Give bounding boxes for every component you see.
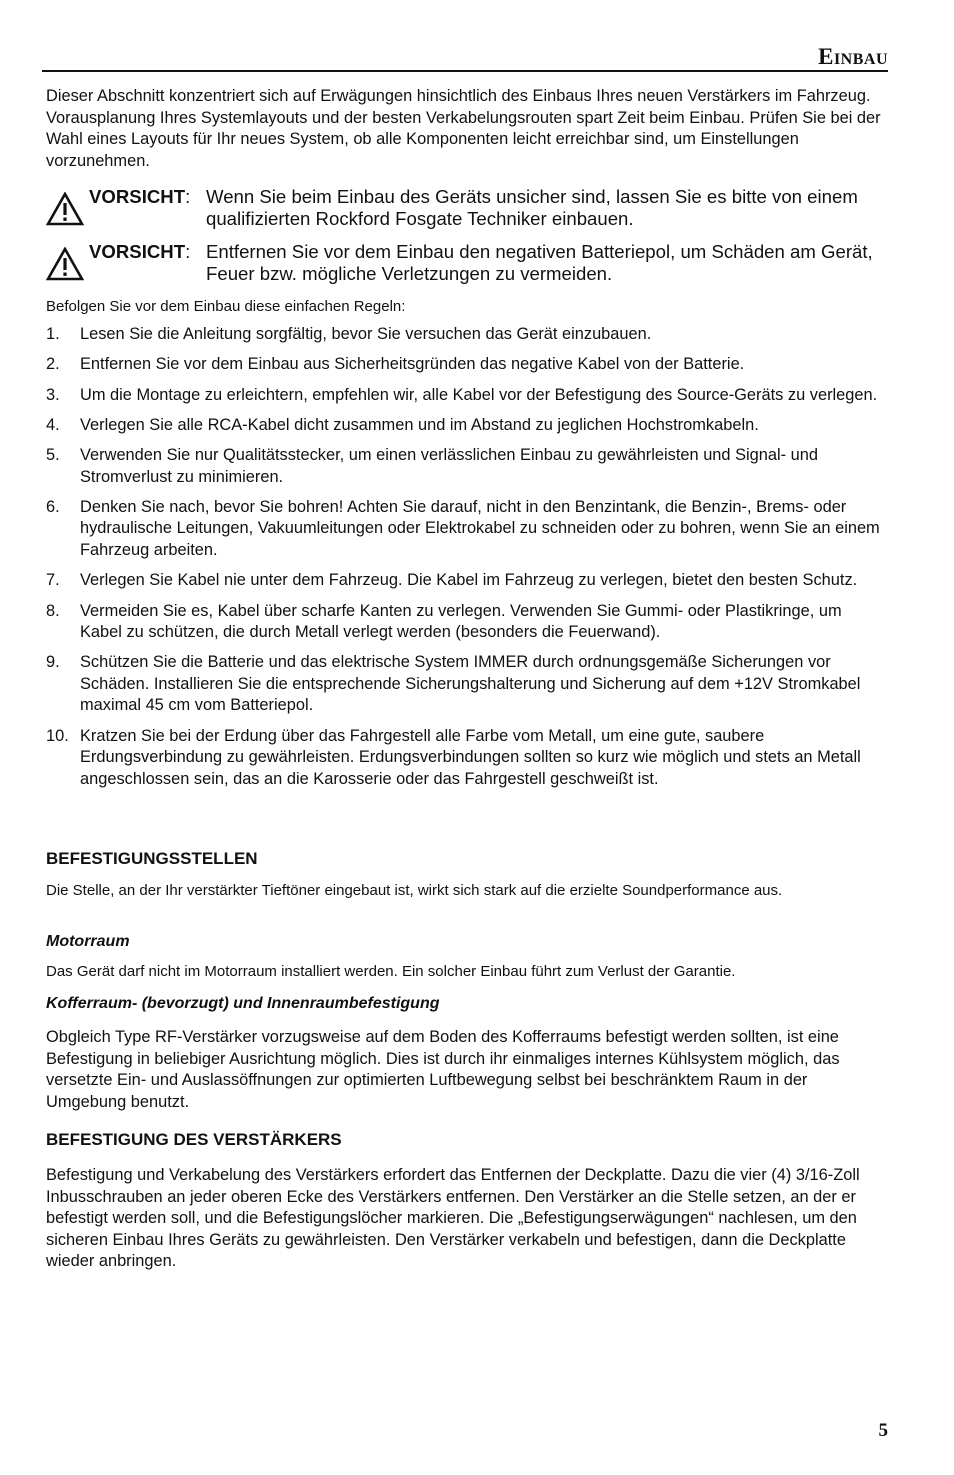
page-header-title: EINBAU xyxy=(818,44,888,69)
list-item: 8. Vermeiden Sie es, Kabel über scharfe Kanten zu verlegen. Verwenden Sie Gummi- oder Plastikringe, um Kabel zu schützen, die durch Metall verlegt werden (besonders die Feuerwand). xyxy=(46,601,842,642)
befestigung-text: Befestigung und Verkabelung des Verstärkers erfordert das Entfernen der Deckplatte. Dazu die vier (4) 3/16-Zoll Inbusschrauben an jeder oberen Ecke des Verstärkers entfernen. Den Verstärker an die Stelle setzen, an der er befestigt werden soll, und die Befestigungslöcher markieren. Die „Befestigungserwägungen“ nachlesen, um den sicheren Einbau Ihres Geräts zu gewährleisten. Den Verstärker verkabeln und befestigen, dann die Deckplatte wieder anbringen. xyxy=(46,1166,860,1270)
caution-text: Wenn Sie beim Einbau des Geräts unsicher sind, lassen Sie es bitte von einem qualifizierten Rockford Fosgate Techniker einbauen. xyxy=(206,186,858,229)
list-item: 3. Um die Montage zu erleichtern, empfehlen wir, alle Kabel vor der Befestigung des Source-Geräts zu verlegen. xyxy=(46,385,878,404)
list-item: 7. Verlegen Sie Kabel nie unter dem Fahrzeug. Die Kabel im Fahrzeug zu verlegen, bietet den besten Schutz. xyxy=(46,571,858,590)
intro-paragraph: Dieser Abschnitt konzentriert sich auf Erwägungen hinsichtlich des Einbaus Ihres neuen Verstärkers im Fahrzeug. Vorausplanung Ihres Systemlayouts und der besten Verkabelungsrouten spart Zeit beim Einbau. Prüfen Sie bei der Wahl eines Layouts für Ihr neues System, ob alle Komponenten leicht erreichbar sind, um Einstellungen vorzunehmen. xyxy=(46,87,881,170)
warning-triangle-icon xyxy=(46,247,84,281)
kofferraum-text: Obgleich Type RF-Verstärker vorzugsweise auf dem Boden des Kofferraums befestigt werden sollten, ist eine Befestigung in beliebiger Ausrichtung möglich. Dies ist durch ihr einmaliges internes Kühlsystem möglich, das versetzte Ein- und Auslassöffnungen zur optimierten Luftbewegung selbst bei beschränktem Raum in der Umgebung benutzt. xyxy=(46,1028,840,1111)
list-item: 10. Kratzen Sie bei der Erdung über das Fahrgestell alle Farbe vom Metall, um eine gute, saubere Erdungsverbindung zu gewährleisten. Erdungsverbindungen sollten so kurz wie möglich und stets an Metall angeschlossen sein, das an die Karosserie oder das Fahrgestell geschweißt ist. xyxy=(46,726,861,788)
list-item: 1. Lesen Sie die Anleitung sorgfältig, bevor Sie versuchen das Gerät einzubauen. xyxy=(46,325,652,343)
header-rule xyxy=(42,70,888,72)
warning-triangle-icon xyxy=(46,192,84,226)
caution-text: Entfernen Sie vor dem Einbau den negativen Batteriepol, um Schäden am Gerät, Feuer bzw. mögliche Verletzungen zu vermeiden. xyxy=(206,241,873,284)
list-item: 4. Verlegen Sie alle RCA-Kabel dicht zusammen und im Abstand zu jeglichen Hochstromkabeln. xyxy=(46,415,759,434)
motorraum-heading: Motorraum xyxy=(46,933,130,950)
befestigungsstellen-heading: BEFESTIGUNGSSTELLEN xyxy=(46,849,258,868)
list-item: 9. Schützen Sie die Batterie und das elektrische System IMMER durch ordnungsgemäße Sicherungen vor Schäden. Installieren Sie die entsprechende Sicherungshalterung und Sicherung auf dem +12V Stromkabel maximal 45 cm vom Batteriepol. xyxy=(46,653,861,715)
rules-intro: Befolgen Sie vor dem Einbau diese einfachen Regeln: xyxy=(46,298,406,315)
motorraum-text: Das Gerät darf nicht im Motorraum installiert werden. Ein solcher Einbau führt zum Verlust der Garantie. xyxy=(46,963,736,980)
caution-label: VORSICHT: xyxy=(89,241,191,262)
list-item: 6. Denken Sie nach, bevor Sie bohren! Achten Sie darauf, nicht in den Benzintank, die Benzin-, Brems- oder hydraulische Leitungen, Vakuumleitungen oder Elektrokabel zu schneiden oder zu bohren, wenn Sie an einem Fahrzeug arbeiten. xyxy=(46,497,880,559)
rules-list xyxy=(46,324,888,799)
page-number: 5 xyxy=(878,1420,888,1441)
list-item: 5. Verwenden Sie nur Qualitätsstecker, um einen verlässlichen Einbau zu gewährleisten und Signal- und Stromverlust zu minimieren. xyxy=(46,446,819,486)
list-item: 2. Entfernen Sie vor dem Einbau aus Sicherheitsgründen das negative Kabel von der Batterie. xyxy=(46,355,745,374)
befestigung-heading: BEFESTIGUNG DES VERSTÄRKERS xyxy=(46,1130,342,1149)
caution-label: VORSICHT: xyxy=(89,186,191,207)
kofferraum-heading: Kofferraum- (bevorzugt) und Innenraumbefestigung xyxy=(46,995,440,1012)
befestigungsstellen-text: Die Stelle, an der Ihr verstärkter Tieftöner eingebaut ist, wirkt sich stark auf die erzielte Soundperformance aus. xyxy=(46,882,783,899)
